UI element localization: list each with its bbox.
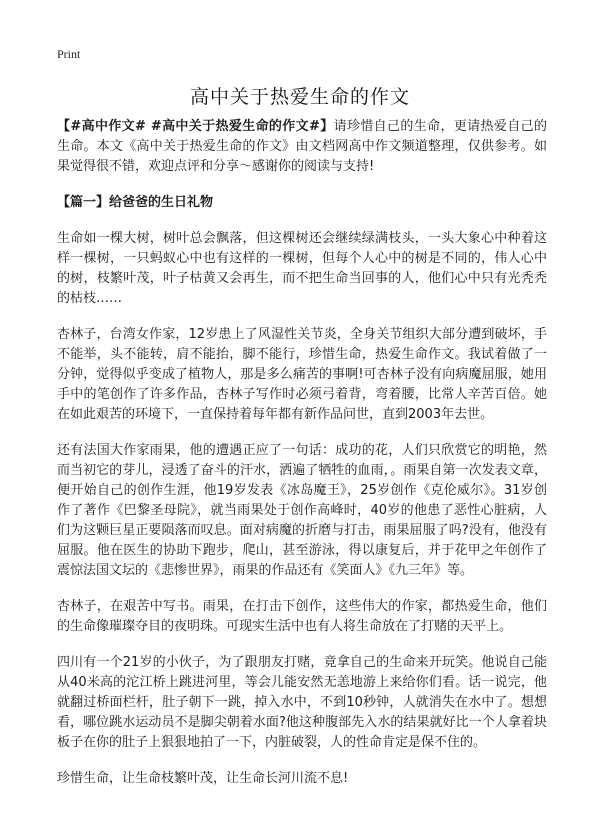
paragraph-1: 生命如一棵大树，树叶总会飘落，但这棵树还会继续绿满枝头，一头大象心中种着这样一棵树，一只蚂蚁心中也有这样的一棵树，但每个人心中的树是不同的，伟人心中的树，枝繁叶茂，叶子枯黄又会再生，而不把生命当回事的人，他们心中只有光秃秃的枯枝…… (57, 231, 547, 306)
paragraph-3: 还有法国大作家雨果，他的遭遇正应了一句话：成功的花，人们只欣赏它的明艳，然而当初它的芽儿，浸透了奋斗的汗水，洒遍了牺牲的血雨，。雨果自第一次发表文章，便开始自己的创作生涯，他19岁发表《冰岛魔王》，25岁创作《克伦威尔》。31岁创作了著作《巴黎圣母院》，就当雨果处于创作高峰时，40岁的他患了恶性心脏病，人们为这颗巨星正要陨落而叹息。面对病魔的折磨与打击，雨果屈服了吗?没有，他没有屈服。他在医生的协助下跑步，爬山，甚至游泳，得以康复后，并于花甲之年创作了震惊法国文坛的《悲惨世界》，雨果的作品还有《笑面人》《九三年》等。 (57, 443, 547, 578)
print-link[interactable]: Print (57, 47, 81, 61)
section-title: 给爸爸的生日礼物 (109, 195, 214, 210)
paragraph-2: 杏林子，台湾女作家，12岁患上了风湿性关节炎，全身关节组织大部分遭到破坏，手不能举，头不能转，肩不能抬，脚不能行，珍惜生命，热爱生命作文。我试着做了一分钟，觉得似乎变成了植物人，那是多么痛苦的事啊!可杏林子没有向病魔屈服，她用手中的笔创作了许多作品，杏林子写作时必须弓着背，弯着腰，比常人辛苦百倍。她在如此艰苦的环境下，一直保持着每年都有新作品问世，直到2003年去世。 (57, 327, 547, 422)
intro-text: 请珍惜自己的生命，更请热爱自己的生命。本文《高中关于热爱生命的作文》由文档网高中作文频道整理，仅供参考。如果觉得很不错，欢迎点评和分享～感谢你的阅读与支持! (57, 119, 547, 174)
section-heading (57, 193, 547, 213)
page-title: 高中关于热爱生命的作文 (189, 86, 410, 108)
intro-paragraph (57, 117, 547, 177)
intro-tag: 【#高中作文# #高中关于热爱生命的作文#】 (57, 119, 334, 134)
article-body (57, 117, 547, 805)
paragraph-6: 珍惜生命，让生命枝繁叶茂，让生命长河川流不息! (57, 771, 349, 786)
paragraph-4: 杏林子，在艰苦中写书。雨果，在打击下创作，这些伟大的作家，都热爱生命，他们的生命像璀璨夺目的夜明珠。可现实生活中也有人将生命放在了打赌的天平上。 (57, 599, 547, 634)
section-label: 【篇一】 (57, 195, 110, 210)
paragraph-5: 四川有一个21岁的小伙子，为了跟朋友打赌，竟拿自己的生命来开玩笑。他说自己能从40米高的沱江桥上跳进河里，等会儿能安然无恙地游上来给你们看。话一说完，他就翻过桥面栏杆，肚子朝下一跳，掉入水中，不到10秒钟，人就消失在水中了。想想看，哪位跳水运动员不是脚尖朝着水面?他这种腹部先入水的结果就好比一个人拿着块板子在你的肚子上狠狠地拍了一下，内脏破裂，人的性命肯定是保不住的。 (57, 655, 547, 750)
